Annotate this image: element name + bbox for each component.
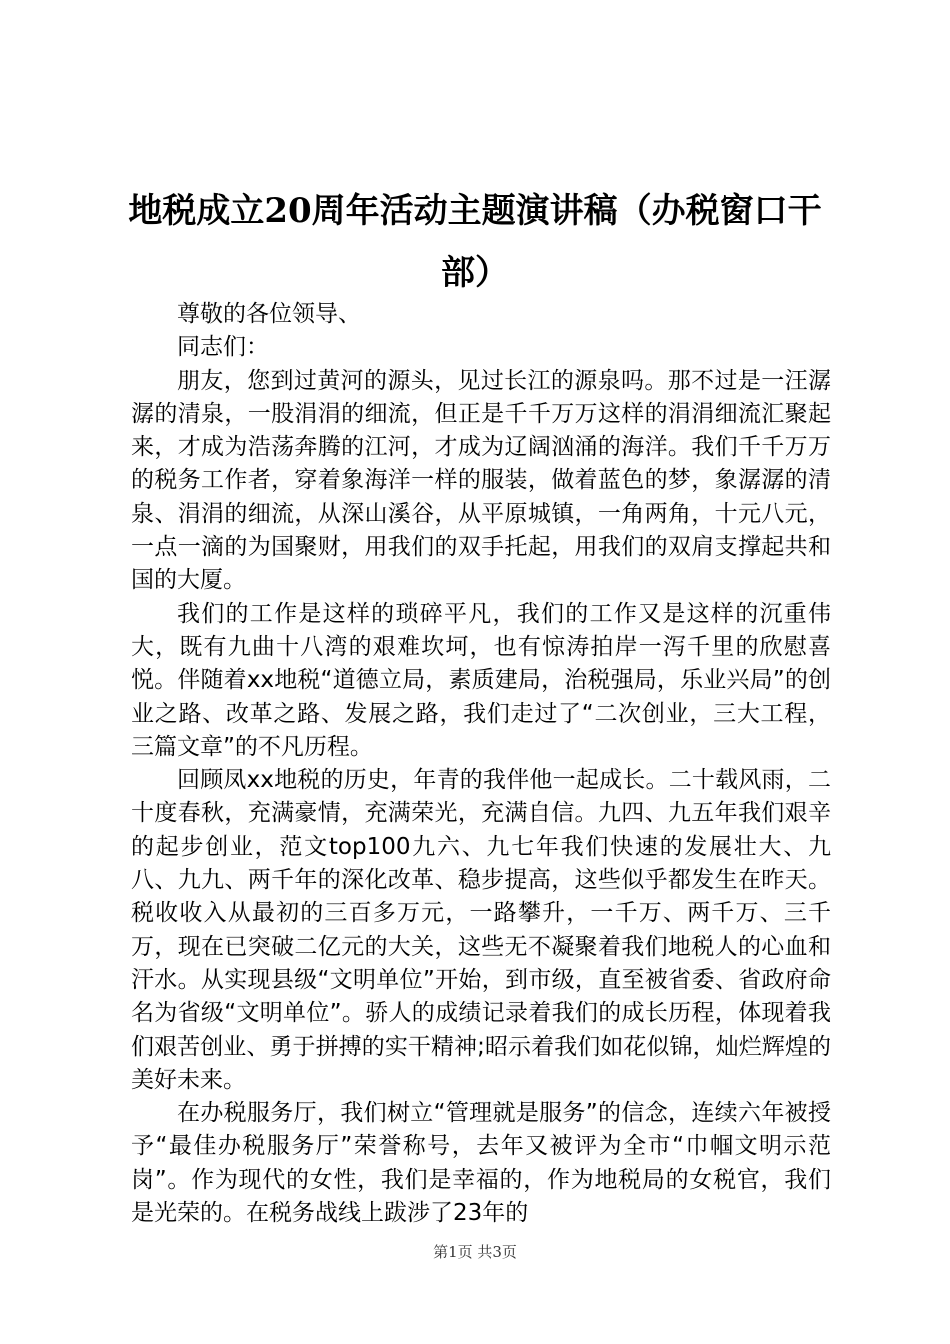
salutation-line-2: 同志们： (177, 334, 269, 361)
body-paragraph: 在办税服务厅，我们树立“管理就是服务”的信念，连续六年被授予“最佳办税服务厅”荣誉称号，去年又被评为全市“巾帼文明示范岗”。作为现代的女性，我们是幸福的，作为地税局的女税官，我们是光荣的。在税务战线上跋涉了23年的 (131, 1100, 831, 1227)
page-footer: 第1页 共3页 (433, 1243, 517, 1261)
body-paragraph: 朋友，您到过黄河的源头，见过长江的源泉吗。那不过是一汪潺潺的清泉，一股涓涓的细流，但正是千千万万这样的涓涓细流汇聚起来，才成为浩荡奔腾的江河，才成为辽阔汹涌的海洋。我们千千万万的税务工作者，穿着象海洋一样的服装，做着蓝色的梦，象潺潺的清泉、涓涓的细流，从深山溪谷，从平原城镇，一角两角，十元八元，一点一滴的为国聚财，用我们的双手托起，用我们的双肩支撑起共和国的大厦。 (131, 367, 831, 594)
salutation-line-1: 尊敬的各位领导、 (177, 301, 361, 327)
body-paragraph: 回顾凤xx地税的历史，年青的我伴他一起成长。二十载风雨，二十度春秋，充满豪情，充满荣光，充满自信。九四、九五年我们艰辛的起步创业，范文top100九六、九七年我们快速的发展壮大、九八、九九、两千年的深化改革、稳步提高，这些似乎都发生在昨天。税收收入从最初的三百多万元，一路攀升，一千万、两千万、三千万，现在已突破二亿元的大关，这些无不凝聚着我们地税人的心血和汗水。从实现县级“文明单位”开始，到市级，直至被省委、省政府命名为省级“文明单位”。骄人的成绩记录着我们的成长历程，体现着我们艰苦创业、勇于拼搏的实干精神;昭示着我们如花似锦，灿烂辉煌的美好未来。 (131, 767, 831, 1093)
document-body (131, 298, 831, 1230)
document-title: 地税成立20周年活动主题演讲稿（办税窗口干部） (128, 191, 822, 293)
body-paragraph: 我们的工作是这样的琐碎平凡，我们的工作又是这样的沉重伟大，既有九曲十八湾的艰难坎坷，也有惊涛拍岸一泻千里的欣慰喜悦。伴随着xx地税“道德立局，素质建局，治税强局，乐业兴局”的创业之路、改革之路、发展之路，我们走过了“二次创业，三大工程，三篇文章”的不凡历程。 (131, 600, 831, 760)
